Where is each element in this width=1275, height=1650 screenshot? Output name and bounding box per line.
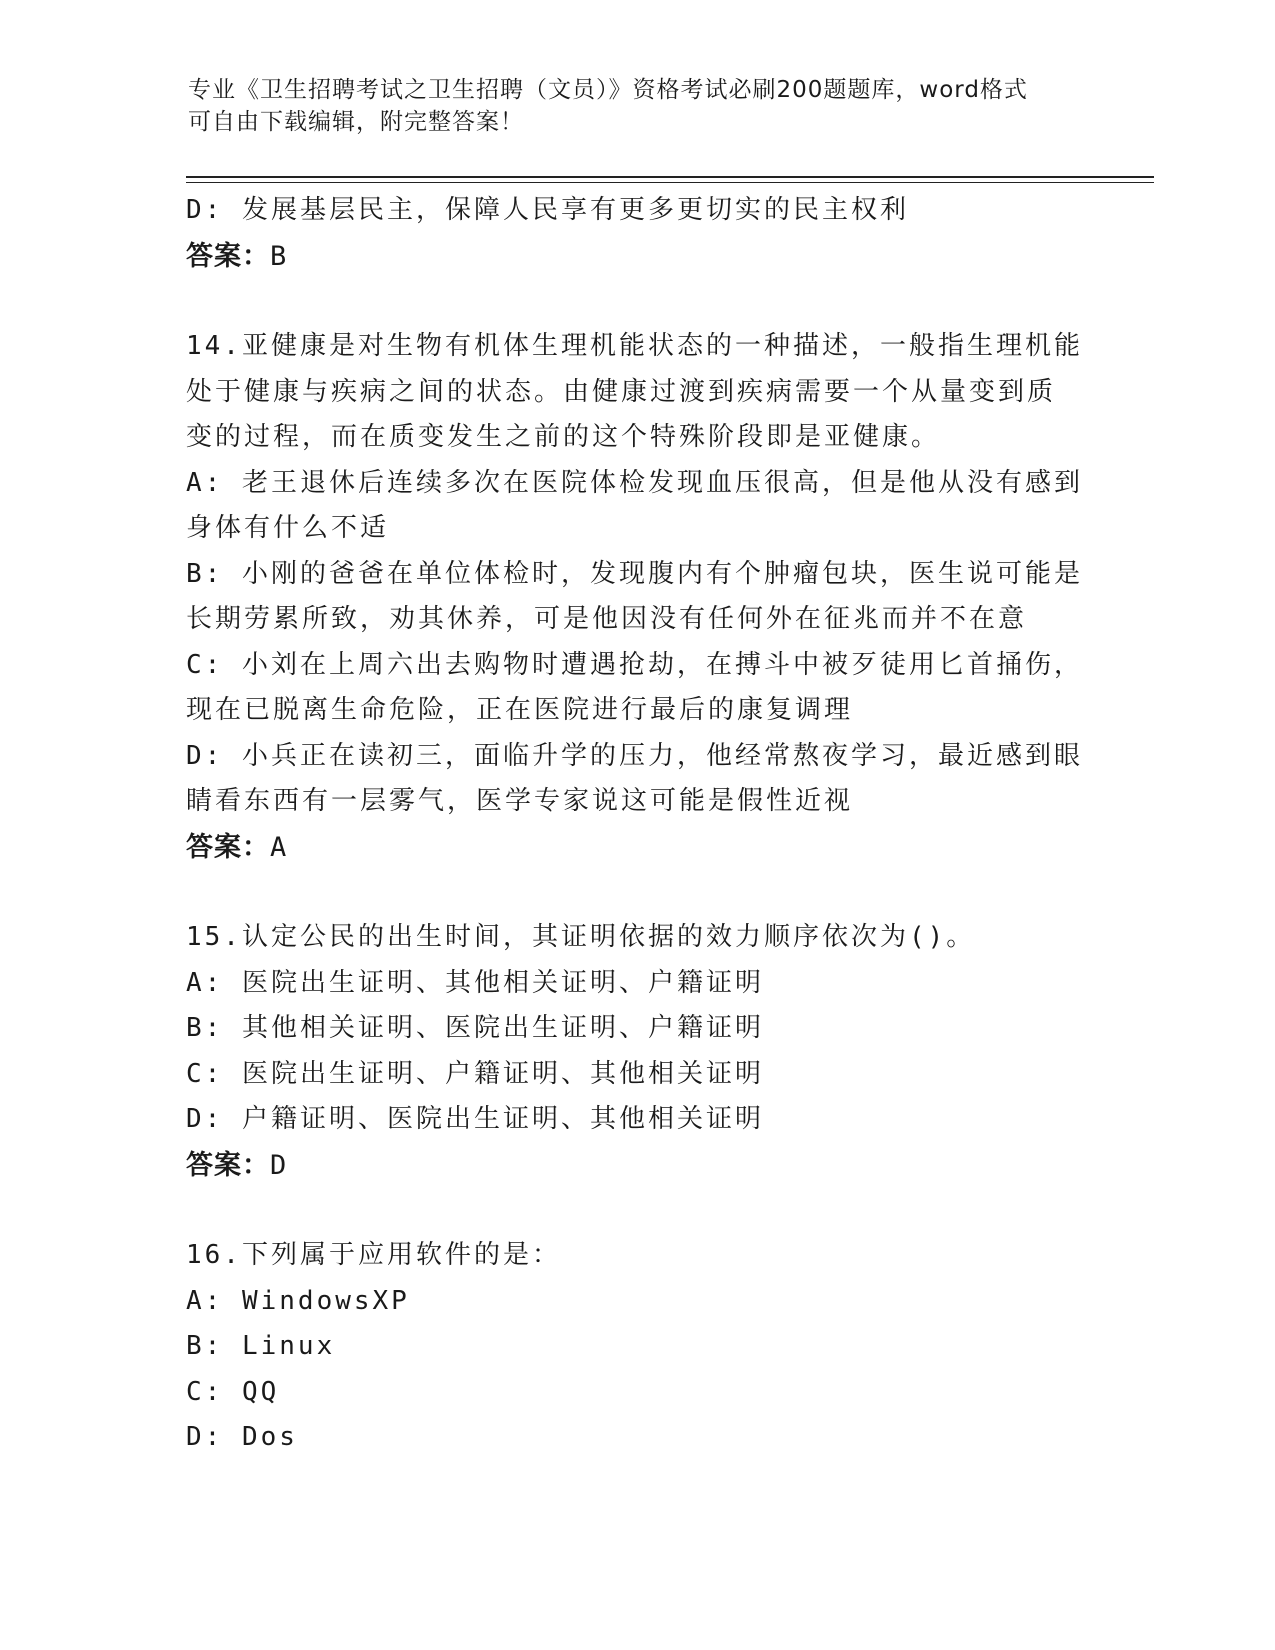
- question-stem: 15.认定公民的出生时间，其证明依据的效力顺序依次为()。: [186, 922, 976, 952]
- option-b-line: B: 小刚的爸爸在单位体检时，发现腹内有个肿瘤包块，医生说可能是: [186, 558, 1083, 589]
- option-c-line: 现在已脱离生命危险，正在医院进行最后的康复调理: [186, 695, 854, 725]
- option-c-line: C: 小刘在上周六出去购物时遭遇抢劫，在搏斗中被歹徒用匕首捅伤，: [186, 649, 1083, 680]
- question-stem: 16.下列属于应用软件的是：: [186, 1240, 561, 1270]
- option-d: D: Dos: [186, 1422, 298, 1452]
- option-b-line: 长期劳累所致，劝其休养，可是他因没有任何外在征兆而并不在意: [186, 604, 1028, 634]
- header-divider-thick: [186, 176, 1154, 178]
- question-15: [186, 915, 1086, 1188]
- header-title-line-2: 可自由下载编辑，附完整答案！: [188, 109, 524, 135]
- option-d: D: 户籍证明、医院出生证明、其他相关证明: [186, 1104, 764, 1134]
- question-stem-line: 14.亚健康是对生物有机体生理机能状态的一种描述，一般指生理机能: [186, 331, 1083, 361]
- answer-value: D: [270, 1149, 288, 1181]
- answer-value: A: [270, 831, 288, 863]
- spacer: [186, 1188, 1086, 1233]
- document-header: [188, 74, 1068, 138]
- option-c: C: QQ: [186, 1376, 280, 1407]
- option-a-line: A: 老王退休后连续多次在医院体检发现血压很高，但是他从没有感到: [186, 467, 1083, 498]
- option-a: A: 医院出生证明、其他相关证明、户籍证明: [186, 967, 764, 998]
- option-d-line: D: 小兵正在读初三，面临升学的压力，他经常熬夜学习，最近感到眼: [186, 740, 1083, 771]
- option-b: B: 其他相关证明、医院出生证明、户籍证明: [186, 1013, 764, 1043]
- question-16: [186, 1233, 1086, 1461]
- answer-label: 答案：: [186, 831, 270, 863]
- question-stem-line: 处于健康与疾病之间的状态。由健康过渡到疾病需要一个从量变到质: [186, 376, 1057, 407]
- question-answer: [186, 825, 1086, 871]
- header-divider-thin: [186, 182, 1154, 183]
- question-14: [186, 324, 1086, 870]
- option-a-line: 身体有什么不适: [186, 513, 390, 543]
- answer-label: 答案：: [186, 240, 270, 272]
- question-list: [186, 188, 1086, 1461]
- option-d-line: 睛看东西有一层雾气，医学专家说这可能是假性近视: [186, 786, 854, 816]
- spacer: [186, 870, 1086, 915]
- answer-label: 答案：: [186, 1149, 270, 1181]
- question-answer: [186, 1143, 1086, 1189]
- prev-question-option-d: D: 发展基层民主，保障人民享有更多更切实的民主权利: [186, 195, 909, 225]
- option-a: A: WindowsXP: [186, 1285, 410, 1316]
- answer-value: B: [270, 240, 288, 272]
- prev-question-answer: [186, 234, 1086, 280]
- spacer: [186, 279, 1086, 324]
- option-b: B: Linux: [186, 1331, 336, 1361]
- header-title-line-1: 专业《卫生招聘考试之卫生招聘（文员）》资格考试必刷200题题库，word格式: [188, 77, 1028, 103]
- question-stem-line: 变的过程，而在质变发生之前的这个特殊阶段即是亚健康。: [186, 422, 941, 452]
- option-c: C: 医院出生证明、户籍证明、其他相关证明: [186, 1058, 764, 1089]
